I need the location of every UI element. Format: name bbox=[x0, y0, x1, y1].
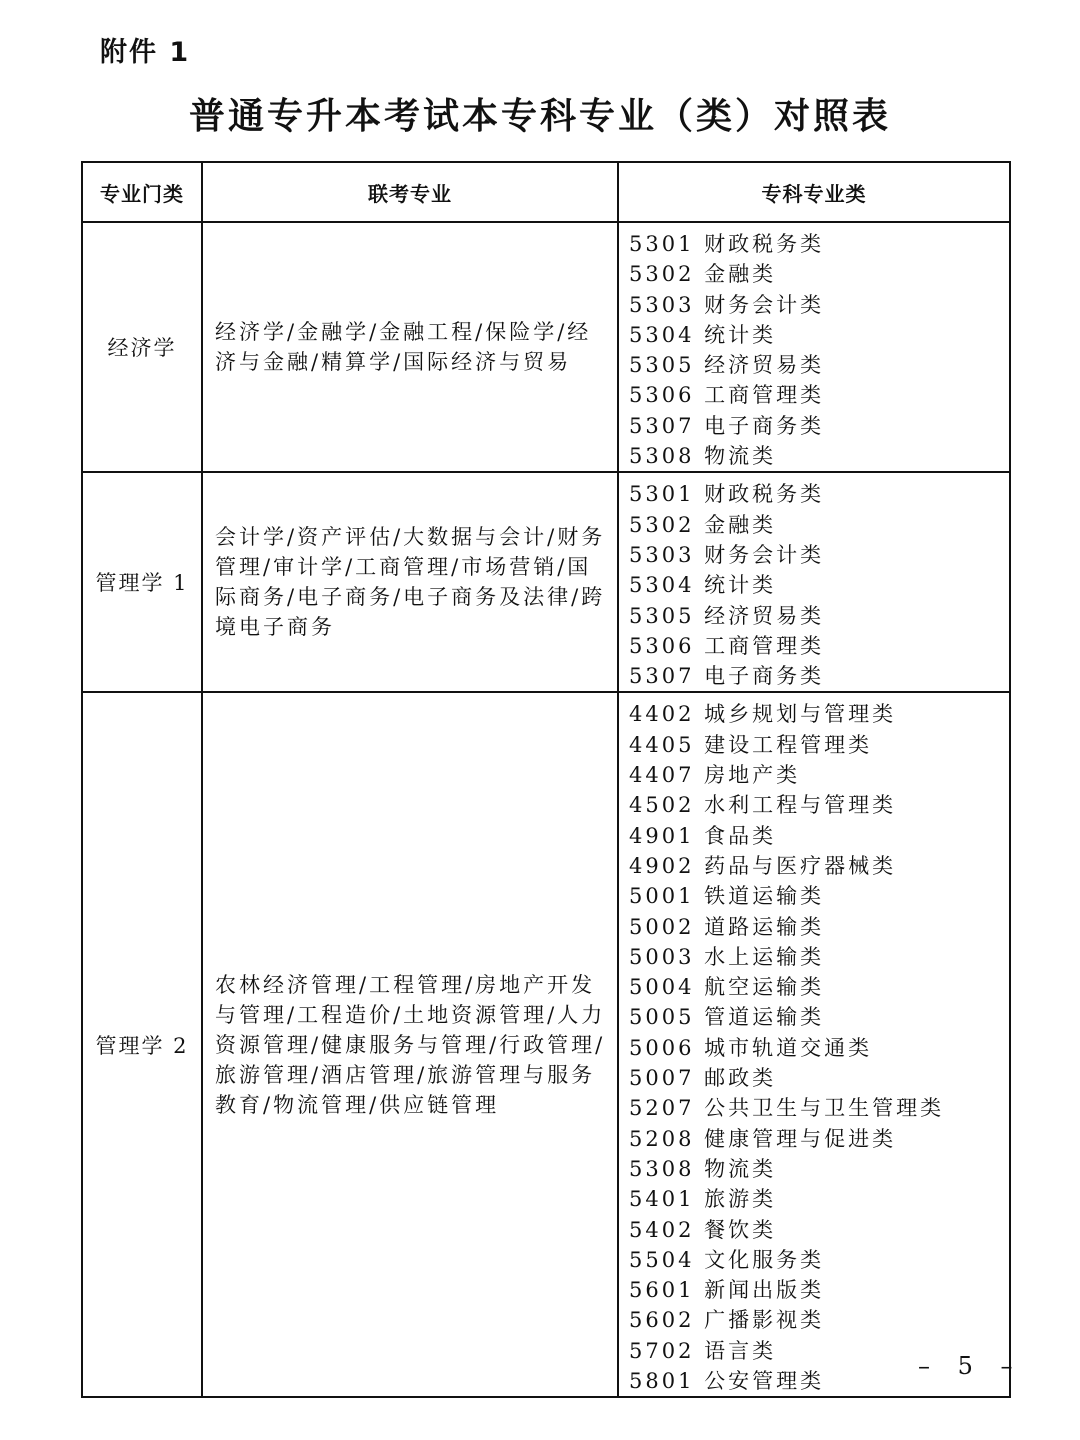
code-item: 5601 新闻出版类 bbox=[629, 1278, 825, 1303]
code-item: 4405 建设工程管理类 bbox=[629, 732, 873, 757]
code-item: 5007 邮政类 bbox=[629, 1066, 777, 1091]
code-item: 5504 文化服务类 bbox=[629, 1247, 825, 1272]
category-cell: 经济学 bbox=[82, 222, 202, 472]
table-header-row bbox=[82, 162, 1010, 222]
code-item: 5002 道路运输类 bbox=[629, 914, 825, 939]
header-joint-exam-majors: 联考专业 bbox=[202, 162, 618, 222]
header-junior-college-classes: 专科专业类 bbox=[618, 162, 1010, 222]
code-item: 5303 财务会计类 bbox=[629, 292, 825, 317]
comparison-table bbox=[81, 161, 1011, 1398]
codes-cell bbox=[618, 472, 1010, 692]
code-item: 5306 工商管理类 bbox=[629, 383, 825, 408]
code-item: 5001 铁道运输类 bbox=[629, 884, 825, 909]
code-item: 4407 房地产类 bbox=[629, 763, 801, 788]
code-item: 5305 经济贸易类 bbox=[629, 353, 825, 378]
codes-cell bbox=[618, 692, 1010, 1397]
code-item: 5207 公共卫生与卫生管理类 bbox=[629, 1096, 945, 1121]
table-row-management-2 bbox=[82, 692, 1010, 1397]
codes-cell bbox=[618, 222, 1010, 472]
code-item: 5302 金融类 bbox=[629, 262, 777, 287]
majors-cell: 会计学/资产评估/大数据与会计/财务管理/审计学/工商管理/市场营销/国际商务/电子商务/电子商务及法律/跨境电子商务 bbox=[202, 472, 618, 692]
code-item: 5208 健康管理与促进类 bbox=[629, 1126, 897, 1151]
code-item: 5301 财政税务类 bbox=[629, 232, 825, 256]
code-list bbox=[629, 699, 1009, 1396]
code-item: 5304 统计类 bbox=[629, 573, 777, 598]
code-item: 5402 餐饮类 bbox=[629, 1217, 777, 1242]
code-item: 5602 广播影视类 bbox=[629, 1308, 825, 1333]
code-item: 4502 水利工程与管理类 bbox=[629, 793, 897, 818]
category-cell: 管理学 1 bbox=[82, 472, 202, 692]
code-item: 5303 财务会计类 bbox=[629, 542, 825, 567]
attachment-label: 附件 1 bbox=[100, 37, 191, 68]
code-item: 5004 航空运输类 bbox=[629, 975, 825, 1000]
code-item: 5301 财政税务类 bbox=[629, 482, 825, 507]
majors-cell: 经济学/金融学/金融工程/保险学/经济与金融/精算学/国际经济与贸易 bbox=[202, 222, 618, 472]
code-item: 5308 物流类 bbox=[629, 444, 777, 469]
code-item: 5401 旅游类 bbox=[629, 1187, 777, 1212]
code-item: 5306 工商管理类 bbox=[629, 633, 825, 658]
code-item: 5702 语言类 bbox=[629, 1338, 777, 1363]
majors-cell: 农林经济管理/工程管理/房地产开发与管理/工程造价/土地资源管理/人力资源管理/健康服务与管理/行政管理/旅游管理/酒店管理/旅游管理与服务教育/物流管理/供应链管理 bbox=[202, 692, 618, 1397]
code-item: 5307 电子商务类 bbox=[629, 664, 825, 689]
code-item: 5003 水上运输类 bbox=[629, 944, 825, 969]
code-item: 4902 药品与医疗器械类 bbox=[629, 853, 897, 878]
table-row-economics bbox=[82, 222, 1010, 472]
code-item: 4402 城乡规划与管理类 bbox=[629, 702, 897, 727]
page-number: – 5 – bbox=[918, 1352, 1023, 1380]
code-item: 5801 公安管理类 bbox=[629, 1368, 825, 1393]
code-item: 5006 城市轨道交通类 bbox=[629, 1035, 873, 1060]
code-list bbox=[629, 479, 1009, 691]
code-item: 5304 统计类 bbox=[629, 322, 777, 347]
code-list bbox=[629, 229, 1009, 471]
code-item: 5305 经济贸易类 bbox=[629, 603, 825, 628]
table-row-management-1 bbox=[82, 472, 1010, 692]
code-item: 4901 食品类 bbox=[629, 823, 777, 848]
category-cell: 管理学 2 bbox=[82, 692, 202, 1397]
code-item: 5308 物流类 bbox=[629, 1156, 777, 1181]
code-item: 5302 金融类 bbox=[629, 512, 777, 537]
header-category: 专业门类 bbox=[82, 162, 202, 222]
document-title: 普通专升本考试本专科专业（类）对照表 bbox=[188, 95, 891, 137]
code-item: 5307 电子商务类 bbox=[629, 413, 825, 438]
code-item: 5005 管道运输类 bbox=[629, 1005, 825, 1030]
